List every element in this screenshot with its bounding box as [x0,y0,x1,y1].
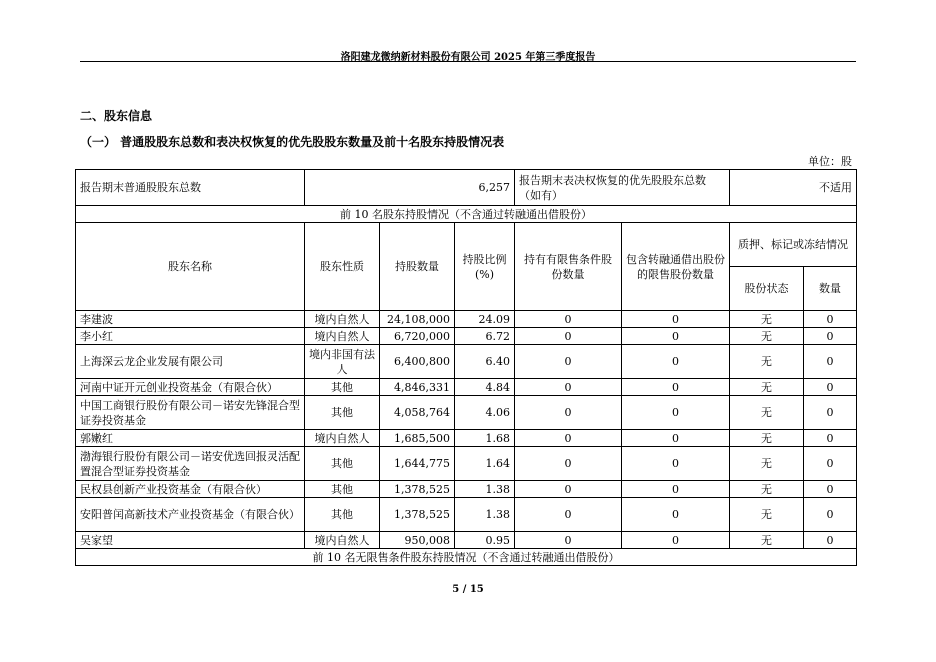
cell-name: 安阳普闰高新技术产业投资基金（有限合伙） [76,498,305,532]
table-row [76,311,857,328]
cell-status: 无 [730,345,804,379]
cell-ratio: 1.64 [455,447,515,481]
section-title: 二、股东信息 [80,109,153,123]
cell-qty: 0 [804,498,857,532]
cell-shares: 4,058,764 [380,396,455,430]
section-subtitle: （一） 普通股股东总数和表决权恢复的优先股股东数量及前十名股东持股情况表 [80,135,505,149]
table-row [76,447,857,481]
cell-nature: 其他 [305,379,380,396]
cell-lending: 0 [622,532,730,549]
cell-qty: 0 [804,379,857,396]
cell-status: 无 [730,447,804,481]
top10-table [75,205,857,566]
unrestricted-caption: 前 10 名无限售条件股东持股情况（不含通过转融通出借股份） [76,549,857,566]
cell-shares: 1,378,525 [380,481,455,498]
cell-nature: 境内自然人 [305,430,380,447]
cell-status: 无 [730,396,804,430]
cell-shares: 24,108,000 [380,311,455,328]
cell-name: 郭嫩红 [76,430,305,447]
cell-qty: 0 [804,532,857,549]
cell-status: 无 [730,532,804,549]
table-row [76,481,857,498]
cell-ratio: 6.72 [455,328,515,345]
top10-caption: 前 10 名股东持股情况（不含通过转融通出借股份） [76,206,857,223]
cell-name: 吴家望 [76,532,305,549]
table-row [76,328,857,345]
cell-restricted: 0 [515,311,622,328]
cell-qty: 0 [804,396,857,430]
cell-shares: 6,400,800 [380,345,455,379]
cell-nature: 其他 [305,498,380,532]
table-row [76,498,857,532]
cell-lending: 0 [622,311,730,328]
cell-shares: 1,378,525 [380,498,455,532]
cell-nature: 其他 [305,481,380,498]
cell-shares: 1,644,775 [380,447,455,481]
cell-qty: 0 [804,345,857,379]
col-header-shares: 持股数量 [380,223,455,311]
table-row [76,532,857,549]
cell-lending: 0 [622,498,730,532]
cell-lending: 0 [622,328,730,345]
col-header-lending: 包含转融通借出股份的限售股份数量 [622,223,730,311]
cell-restricted: 0 [515,447,622,481]
cell-lending: 0 [622,447,730,481]
cell-shares: 950,008 [380,532,455,549]
cell-name: 上海深云龙企业发展有限公司 [76,345,305,379]
table-row [76,430,857,447]
col-header-nature: 股东性质 [305,223,380,311]
cell-status: 无 [730,379,804,396]
cell-ratio: 6.40 [455,345,515,379]
cell-ratio: 1.68 [455,430,515,447]
col-header-qty: 数量 [804,267,857,311]
cell-lending: 0 [622,481,730,498]
cell-restricted: 0 [515,498,622,532]
col-header-pledge: 质押、标记或冻结情况 [730,223,857,267]
cell-ratio: 4.06 [455,396,515,430]
common-holders-value: 6,257 [305,170,515,206]
cell-name: 河南中证开元创业投资基金（有限合伙） [76,379,305,396]
table-row [76,345,857,379]
cell-qty: 0 [804,481,857,498]
cell-nature: 其他 [305,396,380,430]
preferred-holders-value: 不适用 [730,170,857,206]
unit-label: 单位：股 [808,155,852,168]
col-header-restricted: 持有有限售条件股份数量 [515,223,622,311]
cell-status: 无 [730,430,804,447]
col-header-name: 股东名称 [76,223,305,311]
cell-restricted: 0 [515,345,622,379]
cell-name: 渤海银行股份有限公司－诺安优选回报灵活配置混合型证券投资基金 [76,447,305,481]
cell-status: 无 [730,481,804,498]
col-header-status: 股份状态 [730,267,804,311]
cell-restricted: 0 [515,396,622,430]
table-row [76,379,857,396]
cell-restricted: 0 [515,328,622,345]
cell-status: 无 [730,498,804,532]
cell-ratio: 4.84 [455,379,515,396]
cell-name: 李建波 [76,311,305,328]
cell-nature: 其他 [305,447,380,481]
cell-name: 李小红 [76,328,305,345]
cell-ratio: 0.95 [455,532,515,549]
cell-nature: 境内自然人 [305,328,380,345]
cell-ratio: 1.38 [455,481,515,498]
cell-lending: 0 [622,379,730,396]
table-row [76,396,857,430]
cell-lending: 0 [622,430,730,447]
cell-restricted: 0 [515,430,622,447]
cell-shares: 4,846,331 [380,379,455,396]
cell-ratio: 1.38 [455,498,515,532]
cell-nature: 境内自然人 [305,532,380,549]
cell-status: 无 [730,328,804,345]
cell-qty: 0 [804,447,857,481]
preferred-holders-label: 报告期末表决权恢复的优先股股东总数（如有） [515,170,730,206]
cell-nature: 境内自然人 [305,311,380,328]
cell-restricted: 0 [515,379,622,396]
cell-lending: 0 [622,396,730,430]
col-header-ratio: 持股比例(%) [455,223,515,311]
cell-name: 民权县创新产业投资基金（有限合伙） [76,481,305,498]
summary-table [75,169,857,206]
cell-qty: 0 [804,311,857,328]
cell-lending: 0 [622,345,730,379]
cell-nature: 境内非国有法人 [305,345,380,379]
report-header-title: 洛阳建龙微纳新材料股份有限公司 2025 年第三季度报告 [340,52,596,63]
cell-restricted: 0 [515,532,622,549]
cell-status: 无 [730,311,804,328]
header-divider [80,61,856,62]
cell-shares: 1,685,500 [380,430,455,447]
page-number: 5 / 15 [452,584,484,595]
common-holders-label: 报告期末普通股股东总数 [76,170,305,206]
cell-qty: 0 [804,430,857,447]
cell-name: 中国工商银行股份有限公司－诺安先锋混合型证券投资基金 [76,396,305,430]
cell-ratio: 24.09 [455,311,515,328]
cell-shares: 6,720,000 [380,328,455,345]
cell-qty: 0 [804,328,857,345]
cell-restricted: 0 [515,481,622,498]
